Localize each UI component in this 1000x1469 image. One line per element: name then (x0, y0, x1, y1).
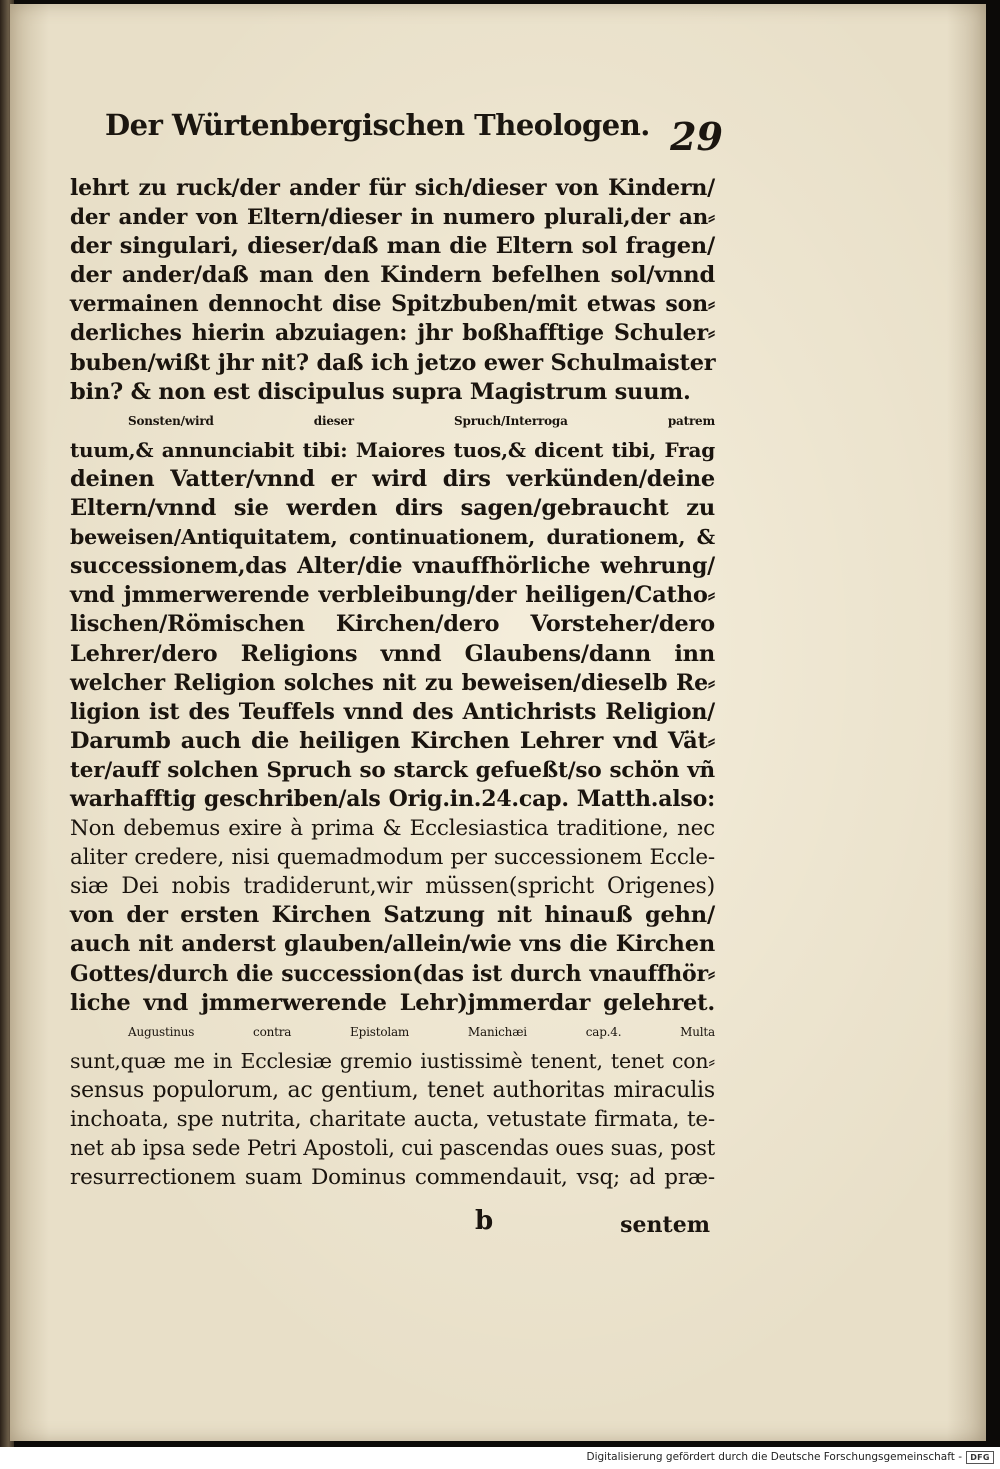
page-header (105, 108, 745, 170)
text-line: liche vnd jmmerwerende Lehr)jmmerdar gelehret. (70, 989, 715, 1016)
page-number: 29 (670, 114, 723, 159)
text-line: Gottes/durch die succession(das ist durch vnauffhör⸗ (70, 960, 715, 987)
text-line: derliches hierin abzuiagen: jhr boßhafftige Schuler⸗ (70, 320, 715, 347)
text-line: von der ersten Kirchen Satzung nit hinauß gehn/ (70, 902, 715, 929)
text-line: Darumb auch die heiligen Kirchen Lehrer vnd Vät⸗ (70, 727, 715, 754)
text-line: ligion ist des Teuffels vnnd des Antichrists Religion/ (70, 698, 715, 725)
body-text (70, 174, 715, 1192)
text-line: bin? & non est discipulus supra Magistrum suum. (70, 378, 691, 405)
catchword: sentem (620, 1212, 710, 1238)
dfg-logo-icon: DFG (966, 1451, 994, 1464)
text-line: der ander/daß man den Kindern befelhen sol/vnnd (70, 262, 715, 289)
text-line: Sonsten/wird dieser Spruch/Interroga patrem (128, 413, 715, 428)
text-line: resurrectionem suam Dominus commendauit, vsq; ad præ- (70, 1165, 715, 1191)
text-line: net ab ipsa sede Petri Apostoli, cui pascendas oues suas, post (70, 1136, 715, 1161)
text-line: siæ Dei nobis tradiderunt,wir müssen(spricht Origenes) (70, 874, 715, 900)
text-line: buben/wißt jhr nit? daß ich jetzo ewer Schulmaister (70, 349, 716, 376)
text-line: aliter credere, nisi quemadmodum per successionem Eccle- (70, 845, 715, 871)
text-line: sensus populorum, ac gentium, tenet authoritas miraculis (70, 1077, 715, 1103)
text-line: welcher Religion solches nit zu beweisen/dieselb Re⸗ (70, 669, 715, 696)
text-line: successionem,das Alter/die vnauffhörliche wehrung/ (70, 553, 715, 580)
text-line: Augustinus contra Epistolam Manichæi cap.4. Multa (128, 1024, 715, 1039)
text-line: vnd jmmerwerende verbleibung/der heiligen/Catho⸗ (70, 582, 715, 609)
signature-mark: b (475, 1206, 494, 1236)
text-line: lischen/Römischen Kirchen/dero Vorsteher/dero (70, 611, 715, 638)
text-line: der ander von Eltern/dieser in numero plurali,der an⸗ (70, 205, 715, 231)
text-line: der singulari, dieser/daß man die Eltern sol fragen/ (70, 233, 715, 260)
text-line: warhafftig geschriben/als Orig.in.24.cap. Matth.also: (70, 785, 715, 812)
text-line: tuum,& annunciabit tibi: Maiores tuos,& dicent tibi, Frag (70, 437, 715, 462)
text-line: beweisen/Antiquitatem, continuationem, durationem, & (70, 525, 715, 550)
book-page (10, 4, 986, 1441)
text-line: Lehrer/dero Religions vnnd Glaubens/dann inn (70, 640, 715, 667)
text-line: lehrt zu ruck/der ander für sich/dieser von Kindern/ (70, 175, 715, 201)
text-line: Eltern/vnnd sie werden dirs sagen/gebraucht zu (70, 495, 715, 522)
text-line: ter/auff solchen Spruch so starck gefueßt/so schön vñ (70, 757, 715, 783)
text-line: deinen Vatter/vnnd er wird dirs verkünden/deine (70, 465, 715, 492)
text-line: sunt,quæ me in Ecclesiæ gremio iustissimè tenent, tenet con⸗ (70, 1048, 715, 1073)
credit-bar (0, 1447, 1000, 1469)
text-line: vermainen dennocht dise Spitzbuben/mit etwas son⸗ (70, 291, 715, 318)
running-head: Der Würtenbergischen Theologen. (105, 108, 650, 142)
text-line: Non debemus exire à prima & Ecclesiastica traditione, nec (70, 816, 715, 842)
credit-text: Digitalisierung gefördert durch die Deutsche Forschungsgemeinschaft - (586, 1451, 962, 1463)
page-footer (70, 1206, 710, 1246)
text-line: inchoata, spe nutrita, charitate aucta, vetustate firmata, te- (70, 1107, 715, 1132)
text-line: auch nit anderst glauben/allein/wie vns die Kirchen (70, 931, 715, 958)
